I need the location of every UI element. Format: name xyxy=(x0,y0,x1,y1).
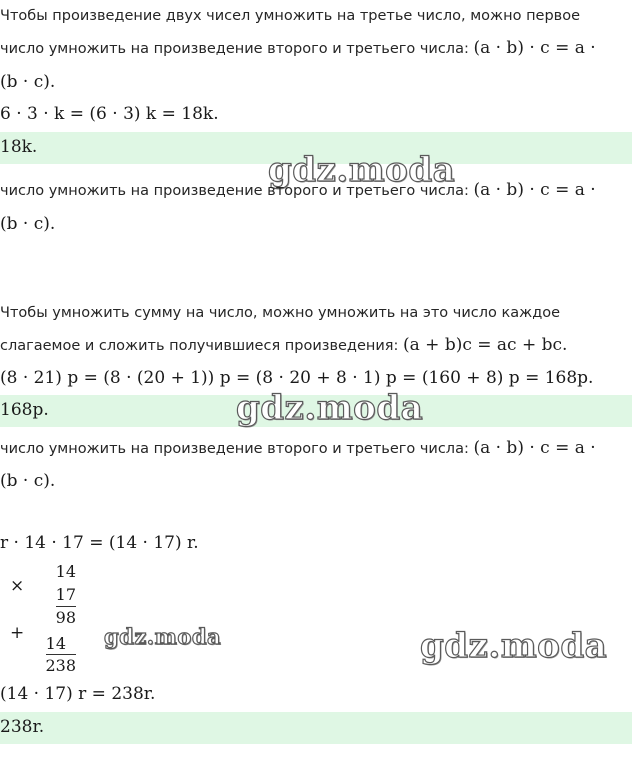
answer: 238r. xyxy=(0,717,45,737)
answer: 168p. xyxy=(0,400,49,420)
rule-formula-continuation: (b · c). xyxy=(0,72,56,92)
multiplicand: 14 xyxy=(55,562,76,581)
calculation: r · 14 · 17 = (14 · 17) r. xyxy=(0,533,199,553)
watermark: gdz.moda xyxy=(268,150,456,190)
calculation: (14 · 17) r = 238r. xyxy=(0,684,156,704)
times-sign: × xyxy=(10,576,25,596)
calculation: 6 · 3 · k = (6 · 3) k = 18k. xyxy=(0,104,219,124)
rule-text: число умножить на произведение второго и третьего числа: xyxy=(0,183,474,199)
line xyxy=(46,654,76,655)
line xyxy=(56,606,76,607)
answer-band xyxy=(0,712,632,744)
rule-text-line xyxy=(0,38,596,58)
watermark: gdz.moda xyxy=(236,388,424,428)
rule-formula: (a + b)c = ac + bc. xyxy=(403,335,568,355)
partial-product: 14 xyxy=(45,634,66,653)
calculation: (8 · 21) p = (8 · (20 + 1)) p = (8 · 20 + 8 · 1) p = (160 + 8) p = 168p. xyxy=(0,368,594,388)
rule-formula: (a · b) · c = a · xyxy=(473,438,596,458)
rule-text-line: Чтобы умножить сумму на число, можно умножить на это число каждое xyxy=(0,305,561,321)
multiplier: 17 xyxy=(55,585,76,604)
rule-formula-continuation: (b · c). xyxy=(0,214,56,234)
partial-product: 98 xyxy=(55,608,76,627)
rule-formula: (a · b) · c = a · xyxy=(473,180,596,200)
rule-text-line xyxy=(0,180,596,200)
answer: 18k. xyxy=(0,137,38,157)
watermark: gdz.moda xyxy=(420,626,608,666)
rule-text: слагаемое и сложить получившиеся произведения: xyxy=(0,338,403,354)
rule-formula-continuation: (b · c). xyxy=(0,471,56,491)
product-total: 238 xyxy=(45,656,76,675)
plus-sign: + xyxy=(10,623,25,643)
rule-formula: (a · b) · c = a · xyxy=(473,38,596,58)
rule-text-line xyxy=(0,335,567,355)
rule-text-line: Чтобы произведение двух чисел умножить на третье число, можно первое xyxy=(0,8,581,24)
watermark: gdz.moda xyxy=(104,624,222,649)
rule-text: число умножить на произведение второго и третьего числа: xyxy=(0,41,474,57)
rule-text: число умножить на произведение второго и третьего числа: xyxy=(0,441,474,457)
rule-text-line xyxy=(0,438,596,458)
